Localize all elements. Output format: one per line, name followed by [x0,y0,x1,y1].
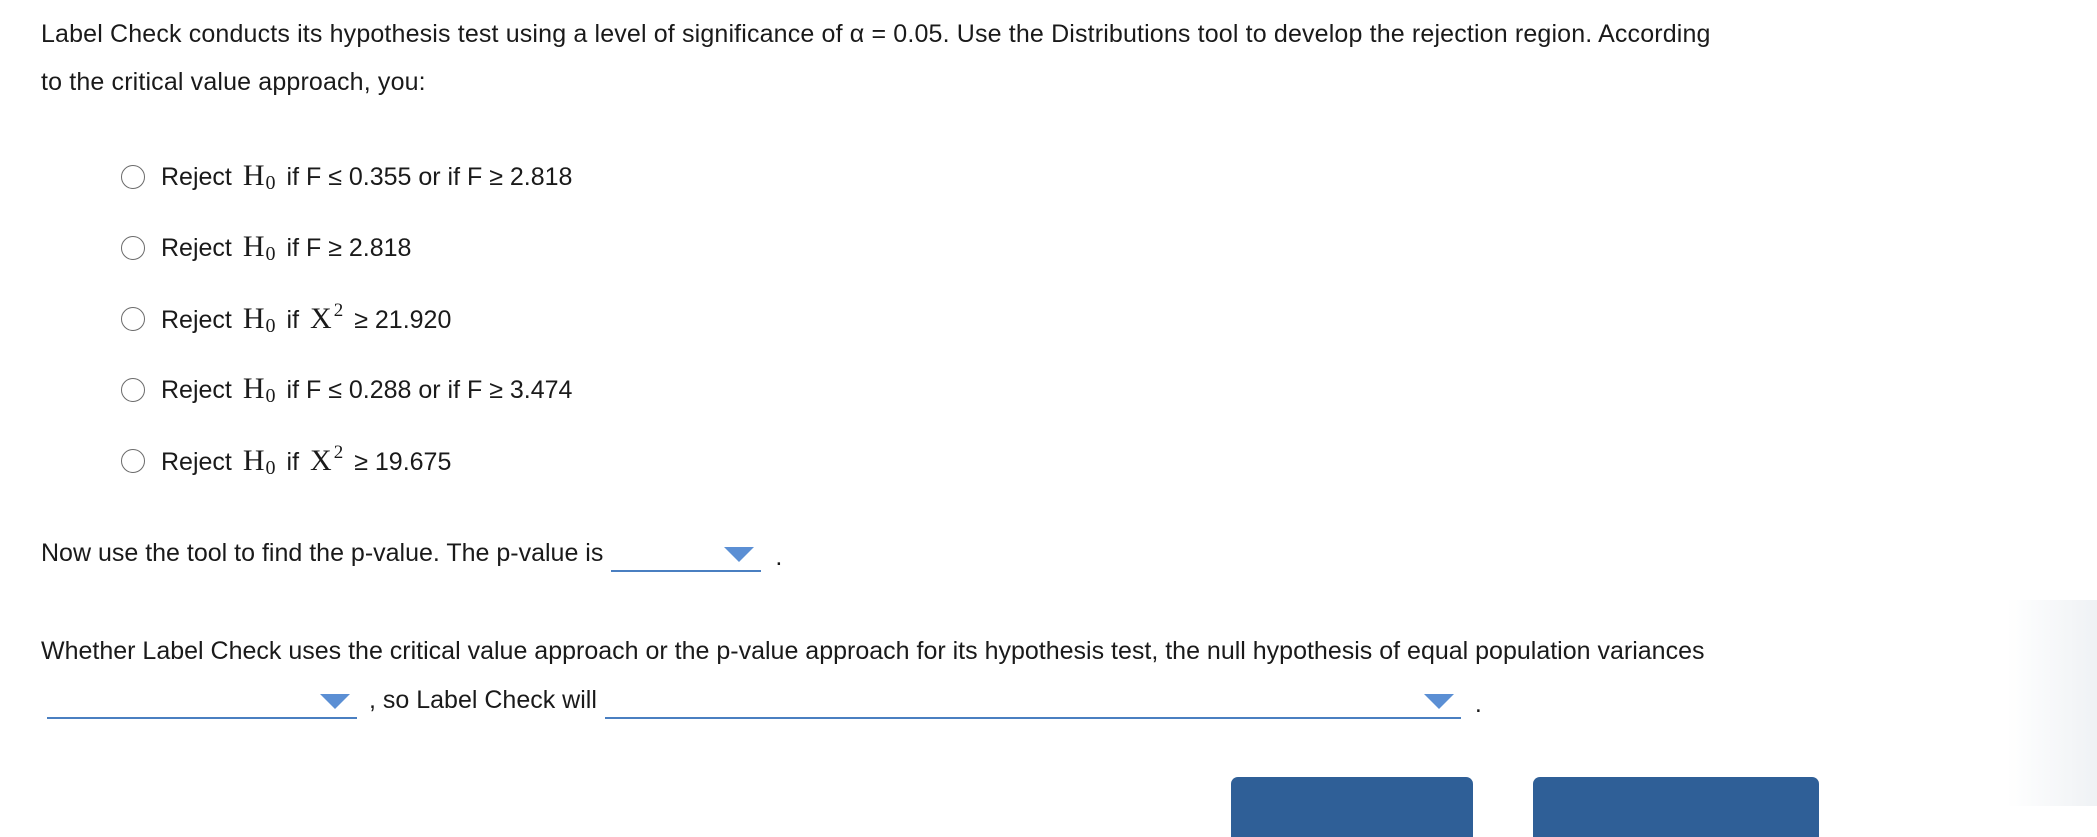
radio-button[interactable] [121,449,145,473]
intro-line-2: to the critical value approach, you: [41,68,426,96]
option-label: Reject $H_0$ if X $^2$ ≥ 19.675 [161,441,452,479]
conclusion-middle-text: , so Label Check will [369,686,597,714]
option-2[interactable] [121,212,572,283]
option-label: Reject $H_0$ if F ≤ 0.355 or if F ≥ 2.818 [161,158,573,194]
option-label: Reject $H_0$ if F ≤ 0.288 or if F ≥ 3.474 [161,371,573,407]
chevron-down-icon [1424,694,1454,709]
conclusion-sentence [47,681,1482,719]
question-intro [41,10,1881,106]
chi-square-symbol: X $^2$ [310,299,344,335]
option-1[interactable] [121,141,572,212]
option-3[interactable] [121,283,572,354]
page-edge-shadow [2007,600,2097,806]
conclusion-text: Whether Label Check uses the critical value approach or the p-value approach for its hypothesis test, the null hypothesis of equal population variances [41,637,1705,665]
radio-button[interactable] [121,378,145,402]
null-hypothesis-symbol: $H_0$ [242,158,276,194]
pvalue-sentence [41,534,782,572]
answer-options [121,141,572,496]
chevron-down-icon [724,547,754,562]
option-label: Reject $H_0$ if X $^2$ ≥ 21.920 [161,299,452,337]
option-label: Reject $H_0$ if F ≥ 2.818 [161,229,412,265]
intro-line-1: Label Check conducts its hypothesis test using a level of significance of α = 0.05. Use the Distributions tool to develop the rejection region. According [41,20,1711,48]
radio-button[interactable] [121,236,145,260]
chevron-down-icon [320,694,350,709]
option-5[interactable] [121,425,572,496]
null-hypothesis-symbol: $H_0$ [242,301,276,337]
null-hypothesis-symbol: $H_0$ [242,443,276,479]
pvalue-text: Now use the tool to find the p-value. The p-value is [41,539,604,567]
null-hypothesis-decision-dropdown[interactable] [47,681,357,719]
conclusion-dropdown[interactable] [605,681,1461,719]
pvalue-dropdown[interactable] [611,534,761,572]
radio-button[interactable] [121,307,145,331]
save-and-continue-button[interactable] [1533,777,1819,837]
null-hypothesis-symbol: $H_0$ [242,229,276,265]
conclusion-period: . [1474,690,1482,718]
check-answer-button[interactable] [1231,777,1473,837]
pvalue-period: . [775,543,783,571]
chi-square-symbol: X $^2$ [310,441,344,477]
radio-button[interactable] [121,165,145,189]
option-4[interactable] [121,354,572,425]
null-hypothesis-symbol: $H_0$ [242,371,276,407]
